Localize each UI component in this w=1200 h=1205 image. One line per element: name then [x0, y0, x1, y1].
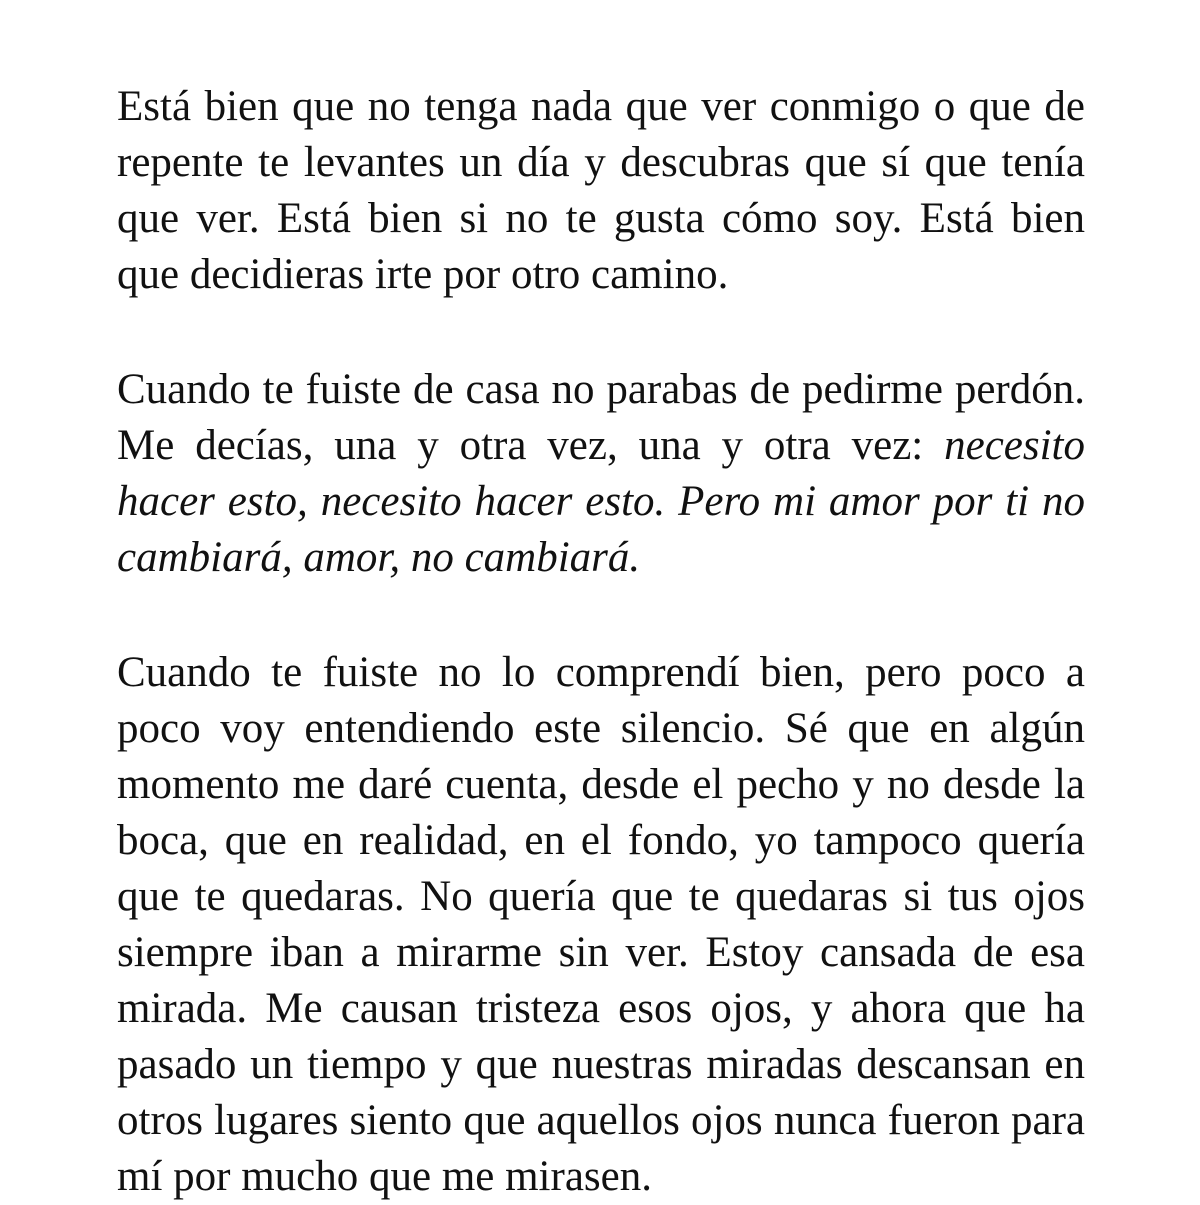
paragraph-1 — [117, 79, 1085, 303]
paragraph-1-text: Está bien que no tenga nada que ver conmigo o que de repente te levantes un día y descubras que sí que tenía que ver. Está bien si no te gusta cómo soy. Está bien que decidieras irte por otro camino. — [117, 83, 1085, 298]
document-body — [117, 79, 1085, 1205]
paragraph-2-text: Cuando te fuiste de casa no parabas de pedirme perdón. Me decías, una y otra vez, una y otra vez: — [117, 366, 1085, 469]
paragraph-3 — [117, 645, 1085, 1205]
paragraph-2-italic-text: necesito hacer esto, necesito hacer esto. Pero mi amor por ti no cambiará, amor, no cambiará. — [117, 422, 1085, 581]
paragraph-3-text: Cuando te fuiste no lo comprendí bien, pero poco a poco voy entendiendo este silencio. Sé que en algún momento me daré cuenta, desde el pecho y no desde la boca, que en realidad, en el fondo, yo tampoco quería que te quedaras. No quería que te quedaras si tus ojos siempre iban a mirarme sin ver. Estoy cansada de esa mirada. Me causan tristeza esos ojos, y ahora que ha pasado un tiempo y que nuestras miradas descansan en otros lugares siento que aquellos ojos nunca fueron para mí por mucho que me mirasen. — [117, 649, 1085, 1200]
paragraph-spacer — [117, 303, 1085, 362]
paragraph-2 — [117, 362, 1085, 586]
paragraph-spacer — [117, 586, 1085, 645]
